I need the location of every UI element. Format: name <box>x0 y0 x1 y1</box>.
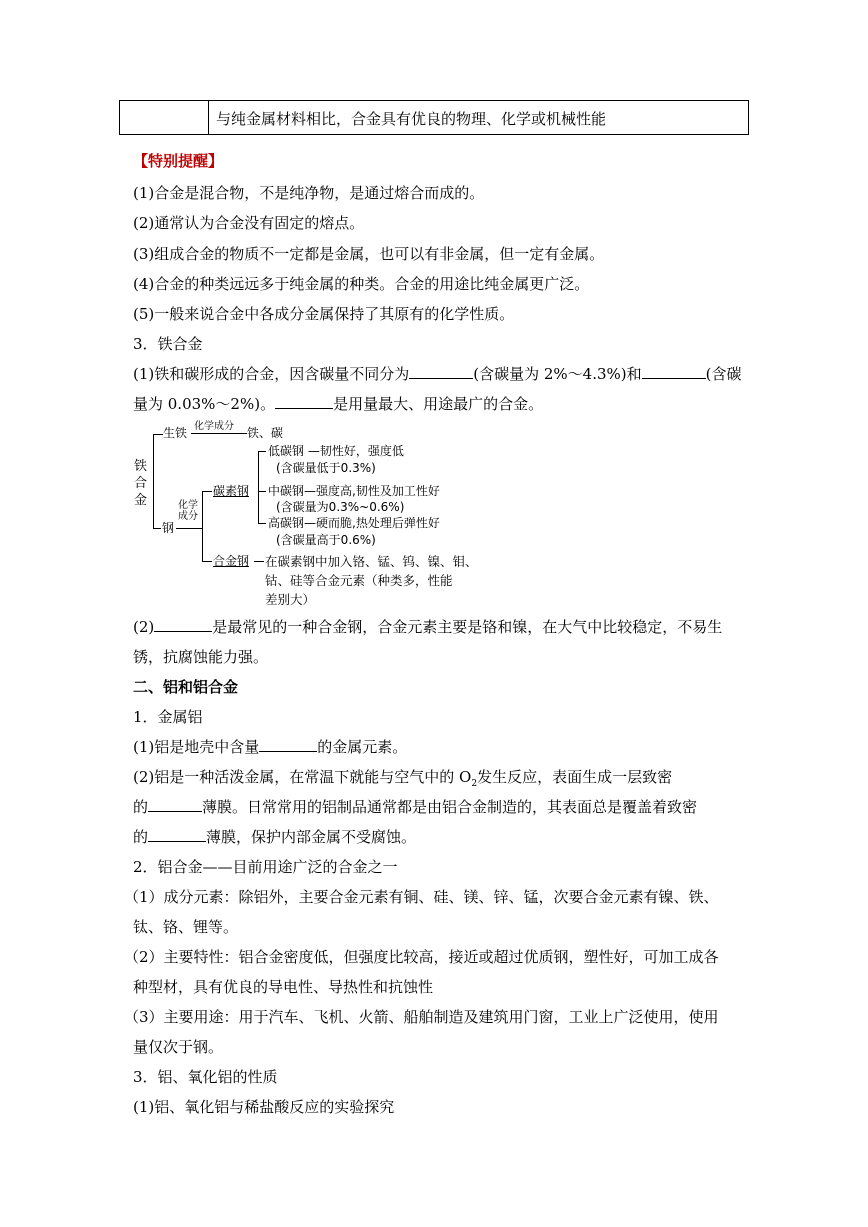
aluminum-s2-p3b: 量仅次于钢。 <box>133 1038 224 1056</box>
iron-heading: 3．铁合金 <box>133 335 203 353</box>
carbon-branch-low <box>258 451 266 452</box>
aluminum-s2-p1b: 钛、铬、锂等。 <box>133 918 239 936</box>
composition-side-2: 成分 <box>178 511 198 522</box>
composition-line <box>191 433 247 434</box>
iron-p1-line2 <box>133 394 543 414</box>
o2-subscript: 2 <box>471 779 478 789</box>
tip-item-4: (4)合金的种类远远多于纯金属的种类。合金的用途比纯金属更广泛。 <box>133 275 590 293</box>
iron-p1-line1 <box>133 364 742 384</box>
pig-iron-label: 生铁 <box>163 426 188 440</box>
composition-side-label <box>178 500 198 522</box>
carbon-branch-mid <box>258 491 266 492</box>
s1-p4-b: 薄膜，保护内部金属不受腐蚀。 <box>206 828 417 846</box>
iron-p1-a: (1)铁和碳形成的合金，因含碳量不同分为 <box>133 365 410 383</box>
aluminum-s2-p2: （2）主要特性：铝合金密度低，但强度比较高，接近或超过优质钢，塑性好，可加工成各 <box>124 948 719 966</box>
s1-p3-a: 的 <box>133 798 149 816</box>
root-bracket <box>153 434 154 529</box>
alloy-steel-description <box>265 552 478 609</box>
iron-p1-b: (含碳量为 2%～4.3%)和 <box>473 365 642 383</box>
steel-branch-alloy <box>202 561 212 562</box>
low-carbon-steel: 低碳钢 —韧性好，强度低 <box>268 444 404 458</box>
s1-p3-b: 薄膜。日常常用的铝制品通常都是由铝合金制造的，其表面总是覆盖着致密 <box>202 798 698 816</box>
blank-most-used <box>275 394 333 409</box>
tip-item-3: (3)组成合金的物质不一定都是金属，也可以有非金属，但一定有金属。 <box>133 245 605 263</box>
carbon-steel-label: 碳素钢 <box>213 484 250 498</box>
mid-carbon-steel: 中碳钢—强度高,韧性及加工性好 <box>268 484 440 498</box>
iron-p2-b: 是最常见的一种合金钢，合金元素主要是铬和镍，在大气中比较稳定，不易生 <box>212 618 723 636</box>
s1-p2-a: (2)铝是一种活泼金属，在常温下就能与空气中的 O <box>133 768 472 786</box>
s1-p2-b: 发生反应，表面生成一层致密 <box>477 768 673 786</box>
steel-label: 钢 <box>162 521 175 535</box>
iron-p1-e: 是用量最大、用途最广的合金。 <box>333 395 544 413</box>
steel-bracket <box>202 491 203 561</box>
table-cell-text: 与纯金属材料相比，合金具有优良的物理、化学或机械性能 <box>216 110 607 128</box>
alloy-steel-line <box>254 561 264 562</box>
aluminum-s1-p1 <box>133 737 407 757</box>
root-char-3: 金 <box>134 493 148 508</box>
carbon-branch-high <box>258 523 266 524</box>
aluminum-s1: 1．金属铝 <box>133 708 203 726</box>
tip-item-5: (5)一般来说合金中各成分金属保持了其原有的化学性质。 <box>133 305 515 323</box>
aluminum-s1-p3 <box>133 797 697 817</box>
aluminum-s2-p1: （1）成分元素：除铝外，主要合金元素有铜、硅、镁、锌、锰，次要合金元素有镍、铁、 <box>124 888 719 906</box>
s1-p1-a: (1)铝是地壳中含量 <box>133 738 260 756</box>
s1-p4-a: 的 <box>133 828 149 846</box>
tip-item-1: (1)合金是混合物，不是纯净物，是通过熔合而成的。 <box>133 184 485 202</box>
aluminum-s1-p2 <box>133 767 672 794</box>
tip-item-2: (2)通常认为合金没有固定的熔点。 <box>133 214 365 232</box>
composition-top-label: 化学成分 <box>194 421 234 432</box>
iron-p2-a: (2) <box>133 618 155 636</box>
aluminum-s2: 2．铝合金——目前用途广泛的合金之一 <box>133 858 398 876</box>
steel-branch <box>176 528 202 529</box>
root-char-2: 合 <box>134 476 148 491</box>
alloy-steel-label: 合金钢 <box>213 554 250 568</box>
aluminum-s3-p1: (1)铝、氧化铝与稀盐酸反应的实验探究 <box>133 1098 395 1116</box>
blank-pig-iron <box>409 364 473 379</box>
alloy-table <box>119 100 749 135</box>
iron-p1-d: 量为 0.03%～2%)。 <box>133 395 276 413</box>
aluminum-s2-p3: （3）主要用途：用于汽车、飞机、火箭、船舶制造及建筑用门窗，工业上广泛使用，使用 <box>124 1008 719 1026</box>
carbon-bracket <box>258 451 259 523</box>
alloy-desc-line-1: 在碳素钢中加入铬、锰、钨、镍、钼、 <box>265 554 478 569</box>
high-carbon-note: (含碳量高于0.6%) <box>276 533 376 547</box>
aluminum-s1-p4 <box>133 827 416 847</box>
blank-steel <box>642 364 706 379</box>
diagram-root <box>134 458 147 509</box>
alloy-desc-line-3: 差别大） <box>265 592 316 607</box>
iron-p2-line1 <box>133 617 722 637</box>
aluminum-s3: 3．铝、氧化铝的性质 <box>133 1068 278 1086</box>
iron-p2-line2: 锈，抗腐蚀能力强。 <box>133 648 269 666</box>
blank-oxide-2 <box>148 827 206 842</box>
mid-carbon-note: (含碳量为0.3%~0.6%) <box>276 500 405 514</box>
special-tip-title: 【特别提醒】 <box>133 152 224 170</box>
root-char-1: 铁 <box>134 459 148 474</box>
low-carbon-note: (含碳量低于0.3%) <box>276 461 376 475</box>
s1-p1-b: 的金属元素。 <box>317 738 408 756</box>
root-branch-bottom <box>153 528 161 529</box>
root-branch-top <box>153 434 163 435</box>
alloy-desc-line-2: 钴、硅等合金元素（种类多，性能 <box>265 573 453 588</box>
composition-side-1: 化学 <box>178 500 198 511</box>
aluminum-heading: 二、铝和铝合金 <box>133 678 239 696</box>
steel-branch-carbon <box>202 491 212 492</box>
table-cell-empty <box>120 101 209 134</box>
iron-p1-c: (含碳 <box>705 365 742 383</box>
pig-iron-composition: 铁、碳 <box>247 426 284 440</box>
blank-stainless-steel <box>154 617 212 632</box>
aluminum-s2-p2b: 种型材，具有优良的导电性、导热性和抗蚀性 <box>133 978 434 996</box>
blank-oxide-1 <box>148 797 202 812</box>
high-carbon-steel: 高碳钢—硬而脆,热处理后弹性好 <box>268 516 440 530</box>
blank-most-abundant <box>259 737 317 752</box>
